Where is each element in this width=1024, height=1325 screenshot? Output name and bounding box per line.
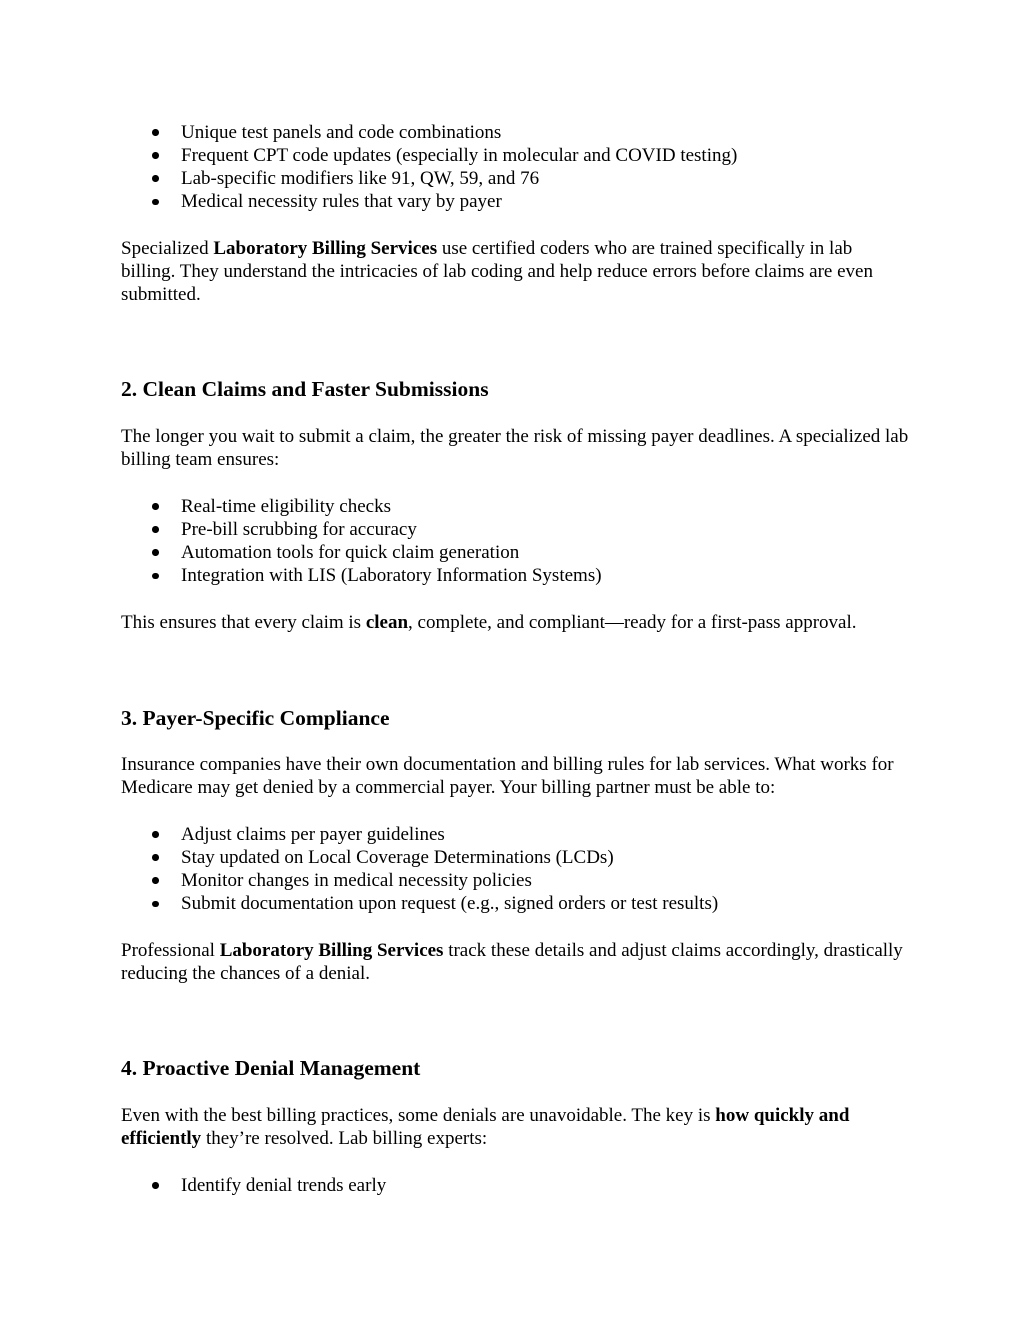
bullet-icon [152,526,159,533]
section-heading-clean-claims: 2. Clean Claims and Faster Submissions [121,376,489,401]
bold-term: clean [365,611,409,633]
list-item-text: Submit documentation upon request (e.g., signed orders or test results) [181,893,719,915]
paragraph-text: use certified coders who are trained specifically in lab billing. They understand the intricacies of lab coding and help reduce errors before claims are even submitted. [121,237,873,306]
list-item-text: Stay updated on Local Coverage Determinations (LCDs) [181,846,614,868]
paragraph-text: This ensures that every claim is [121,611,366,633]
list-item-text: Pre-bill scrubbing for accuracy [181,518,417,540]
list-item-text: Adjust claims per payer guidelines [181,823,445,845]
payer-compliance-intro-paragraph: Insurance companies have their own documentation and billing rules for lab services. What works for Medicare may get denied by a commercial payer. Your billing partner must be able to: [121,753,894,798]
bullet-icon [152,503,159,510]
paragraph-text: Even with the best billing practices, some denials are unavoidable. The key is [121,1104,716,1126]
bold-term: how quickly and efficiently [121,1104,850,1149]
bullet-icon [152,831,159,838]
clean-claims-closing-paragraph [121,611,911,634]
paragraph-text: , complete, and compliant—ready for a first-pass approval. [408,611,857,633]
list-item-text: Identify denial trends early [181,1174,387,1196]
list-item-text: Real-time eligibility checks [181,495,391,517]
paragraph-text: they’re resolved. Lab billing experts: [201,1127,488,1149]
list-item-text: Automation tools for quick claim generation [181,541,520,563]
bullet-icon [152,175,159,182]
bullet-icon [152,549,159,556]
clean-claims-intro-paragraph: The longer you wait to submit a claim, the greater the risk of missing payer deadlines. A specialized lab billing team ensures: [121,425,909,470]
bullet-icon [152,199,159,206]
bold-term: Laboratory Billing Services [219,939,444,961]
list-item-text: Lab-specific modifiers like 91, QW, 59, and 76 [181,167,540,189]
list-item-text: Unique test panels and code combinations [181,121,502,143]
specialized-services-paragraph [121,237,911,307]
payer-compliance-closing-paragraph [121,939,911,986]
list-item-text: Medical necessity rules that vary by payer [181,191,502,213]
denial-management-intro-paragraph [121,1104,911,1151]
paragraph-text: Specialized [121,237,214,259]
list-item-text: Integration with LIS (Laboratory Information Systems) [181,565,602,587]
bullet-icon [152,129,159,136]
paragraph-text: Professional [121,939,220,961]
bullet-icon [152,854,159,861]
bold-term: Laboratory Billing Services [213,237,438,259]
bullet-icon [152,152,159,159]
list-item-text: Monitor changes in medical necessity policies [181,869,532,891]
section-heading-payer-compliance: 3. Payer-Specific Compliance [121,705,390,730]
bullet-icon [152,1182,159,1189]
bullet-icon [152,901,159,908]
list-item-text: Frequent CPT code updates (especially in molecular and COVID testing) [181,144,738,166]
bullet-icon [152,573,159,580]
bullet-icon [152,877,159,884]
section-heading-denial-management: 4. Proactive Denial Management [121,1055,421,1080]
paragraph-text: track these details and adjust claims accordingly, drastically reducing the chances of a denial. [121,939,903,984]
